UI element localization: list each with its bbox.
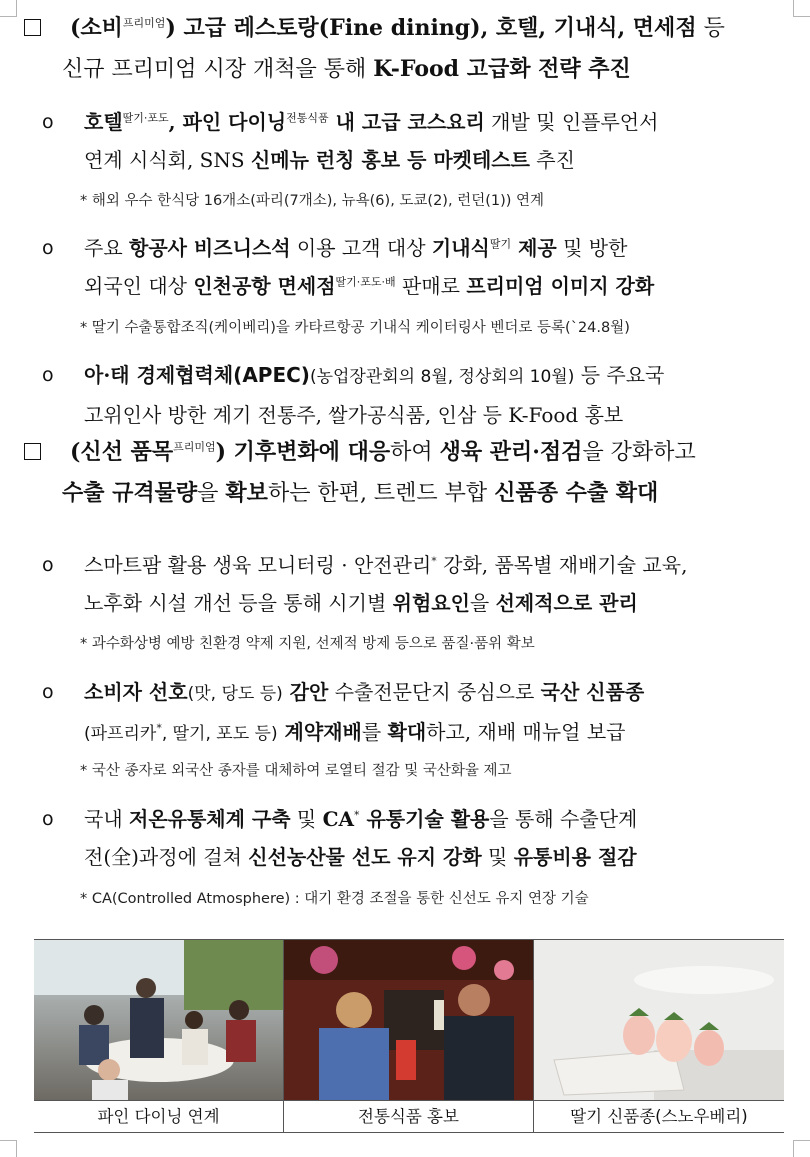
photo-cell-strawberry [534,940,784,1132]
crop-mark-bottom-left [0,1140,17,1157]
bullet-circle-icon: o [42,237,54,259]
bullet-circle-icon: o [42,808,54,830]
sec2-heading: (신선 품목$^{프리미엄}$) 기후변화에 대응 [70,439,391,465]
photo-fine-dining [34,940,283,1100]
section-premium-consumer: (소비$^{프리미엄}$) 고급 레스토랑(Fine dining), 호텔, 기내식, 면세점 등 신규 프리미엄 시장 개척을 통해 K-Food 고급화 전략 추진 [24,8,790,90]
caption-strawberry: 딸기 신품종(스노우베리) [534,1100,784,1132]
note-strawberry-vendor: * 딸기 수출통합조직(케이베리)을 카타르항공 기내식 케이터링사 벤더로 등록(`24.8월) [80,320,630,336]
note-domestic-seeds: * 국산 종자로 외국산 종자를 대체하여 로열티 절감 및 국산화율 제고 [80,763,512,779]
caption-fine-dining: 파인 다이닝 연계 [34,1100,283,1132]
note-fire-blight: * 과수화상병 예방 친환경 약제 지원, 선제적 방제 등으로 품질·품위 확보 [80,636,535,652]
sec1-line2: 신규 프리미엄 시장 개척을 통해 K-Food 고급화 전략 추진 [62,56,631,82]
photo-table [34,939,784,1133]
caption-traditional-food: 전통식품 홍보 [284,1100,533,1132]
bullet-airline-inflight: o 주요 항공사 비즈니스석 이용 고객 대상 기내식$^{딸기}$ 제공 및 방한 외국인 대상 인천공항 면세점$^{딸기\cdot 포도\cdot 배}$ 판매로 프리미엄 이미지 강화 [42,229,788,305]
bullet-circle-icon: o [42,554,54,576]
bullet-circle-icon: o [42,111,54,133]
photo-cell-fine-dining [34,940,284,1132]
section-premium-fresh: (신선 품목$^{프리미엄}$) 기후변화에 대응하여 생육 관리·점검을 강화하고 수출 규격물량을 확보하는 한편, 트렌드 부합 신품종 수출 확대 [24,432,790,514]
note-controlled-atmosphere: * CA(Controlled Atmosphere) : 대기 환경 조절을 통한 신선도 유지 연장 기술 [80,891,589,907]
crop-mark-top-right [793,0,810,17]
bullet-new-varieties: o 소비자 선호(맛, 당도 등) 감안 수출전문단지 중심으로 국산 신품종 (파프리카*, 딸기, 포도 등) 계약재배를 확대하고, 재배 매뉴얼 보급 [42,673,788,753]
crop-mark-bottom-right [793,1140,810,1157]
bullet-circle-icon: o [42,681,54,703]
photo-snowberry-strawberry [534,940,784,1100]
note-overseas-restaurants: * 해외 우수 한식당 16개소(파리(7개소), 뉴욕(6), 도쿄(2), 런던(1)) 연계 [80,193,545,209]
bullet-cold-chain: o 국내 저온유통체계 구축 및 CA* 유통기술 활용을 통해 수출단계 전(全)과정에 걸쳐 신선농산물 선도 유지 강화 및 유통비용 절감 [42,800,788,876]
bullet-smartfarm: o 스마트팜 활용 생육 모니터링 · 안전관리* 강화, 품목별 재배기술 교육, 노후화 시설 개선 등을 통해 시기별 위험요인을 선제적으로 관리 [42,546,788,622]
checkbox-square-icon [24,19,41,36]
photo-cell-traditional-food [284,940,534,1132]
bullet-hotel-fine-dining: o 호텔$^{딸기\cdot 포도}$, 파인 다이닝$^{전통식품}$ 내 고급 코스요리 개발 및 인플루언서 연계 시식회, SNS 신메뉴 런칭 홍보 등 마켓테스트 추진 [42,103,788,179]
sec1-heading: (소비$^{프리미엄}$) 고급 레스토랑(Fine dining), 호텔, 기내식, 면세점 [70,15,697,41]
bullet-apec: o 아·태 경제협력체(APEC)(농업장관회의 8월, 정상회의 10월) 등 주요국 고위인사 방한 계기 전통주, 쌀가공식품, 인삼 등 K-Food 홍보 [42,356,788,434]
bullet-circle-icon: o [42,364,54,386]
sec2-line2: 수출 규격물량을 확보하는 한편, 트렌드 부합 신품종 수출 확대 [62,480,659,506]
crop-mark-top-left [0,0,17,17]
photo-traditional-food [284,940,533,1100]
checkbox-square-icon [24,443,41,460]
